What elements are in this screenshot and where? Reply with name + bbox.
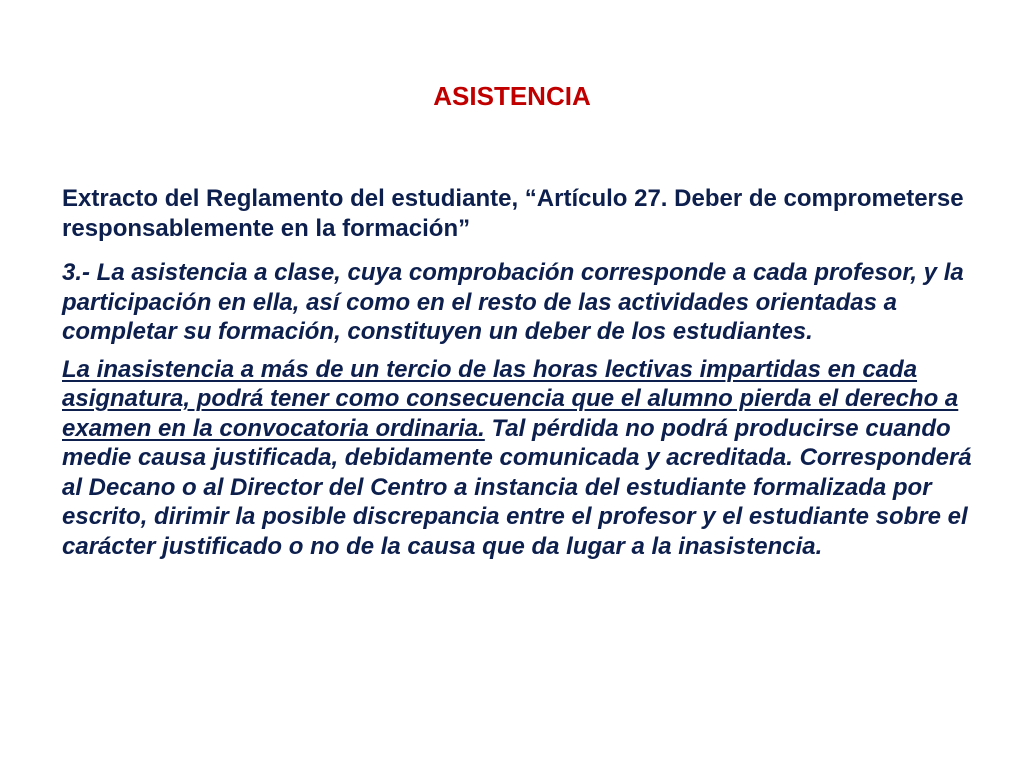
slide-title: ASISTENCIA: [433, 81, 591, 111]
justification-clause: Tal pérdida no podrá producirse cuando medie causa justificada, debidamente comunicada y acreditada. Corresponderá al Decano o al Director del Centro a instancia del estudiante formalizada por escrito, dirimir la posible discrepancia entre el profesor y el estudiante sobre el carácter justificado o no de la causa que da lugar a la inasistencia.: [62, 414, 972, 560]
slide-body: [62, 184, 982, 569]
underlined-absence-rule: La inasistencia a más de un tercio de las horas lectivas impartidas en cada asignatura, podrá tener como consecuencia que el alumno pierda el derecho a examen en la convocatoria ordinaria.: [62, 355, 959, 442]
regulation-extract-heading: Extracto del Reglamento del estudiante, “Artículo 27. Deber de comprometerse responsablemente en la formación”: [62, 185, 964, 242]
article-paragraph-2: [62, 355, 982, 562]
article-paragraph-1: 3.- La asistencia a clase, cuya comprobación corresponde a cada profesor, y la participación en ella, así como en el resto de las actividades orientadas a completar su formación, constituyen un deber de los estudiantes.: [62, 259, 964, 345]
